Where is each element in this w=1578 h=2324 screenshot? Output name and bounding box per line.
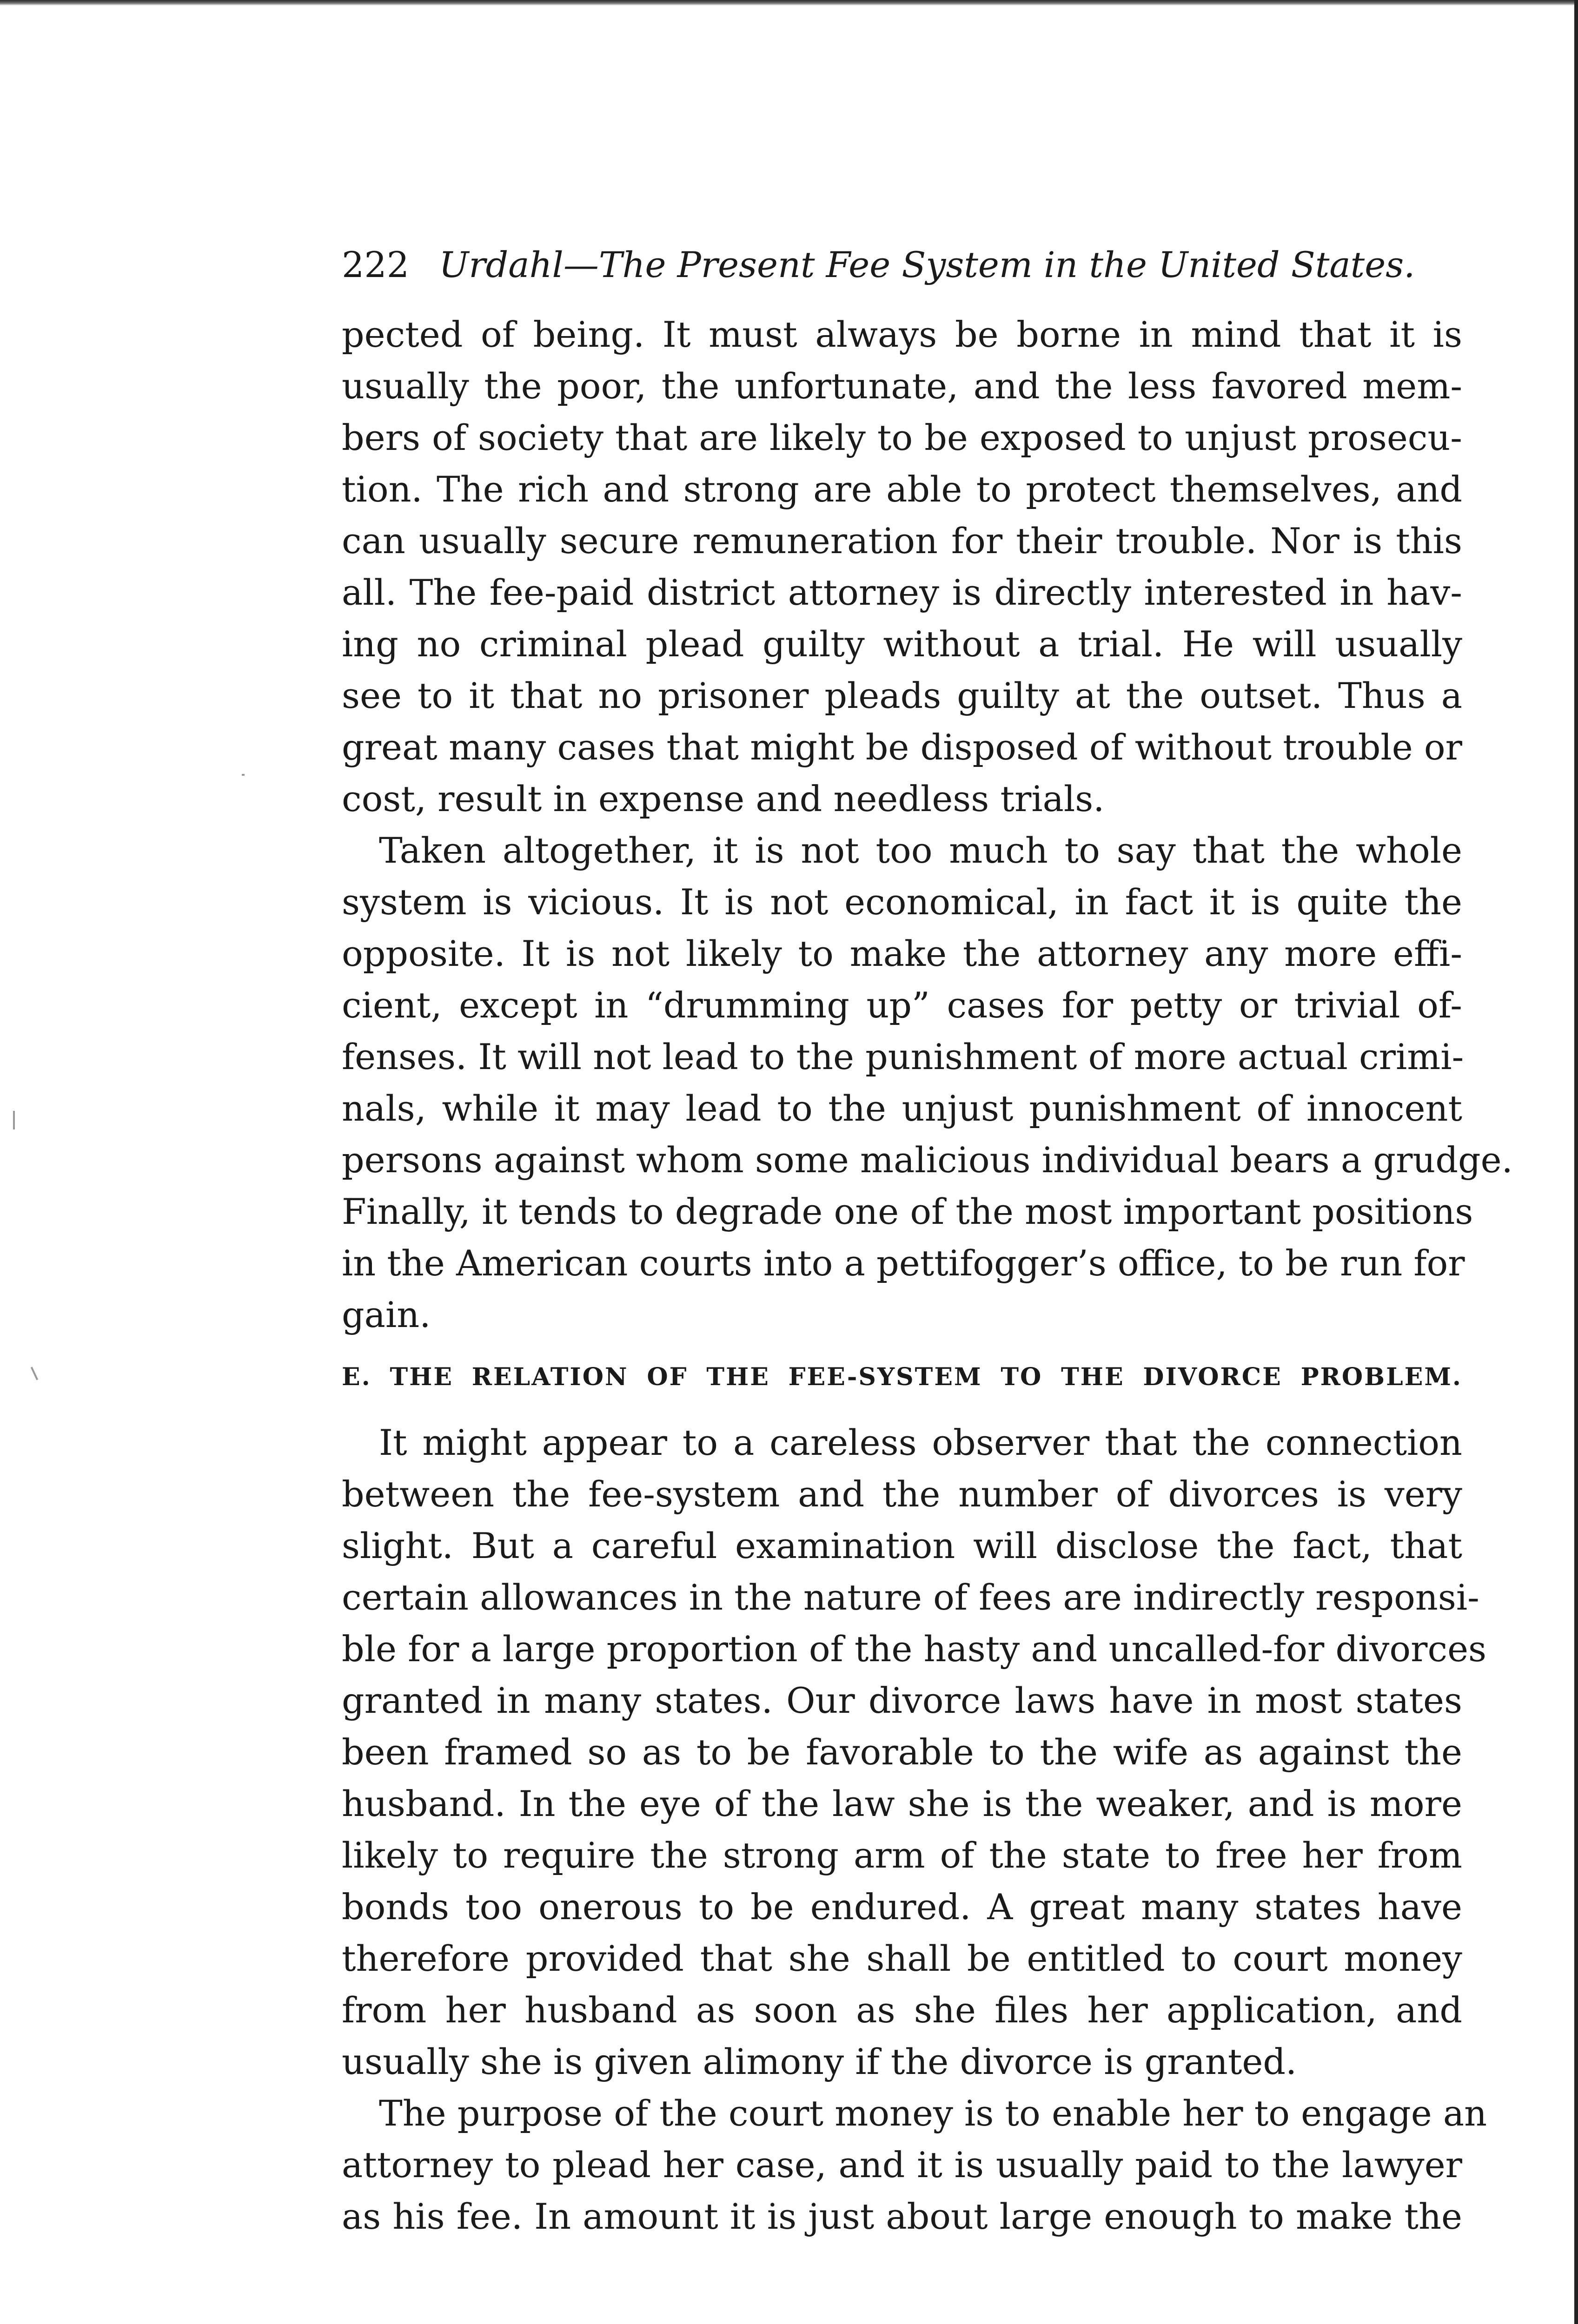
text-line: Taken altogether, it is not too much to say that the whole — [379, 830, 1462, 871]
scan-speck — [31, 1367, 38, 1380]
text-line: can usually secure remuneration for their trouble. Nor is this — [342, 520, 1462, 561]
scan-edge-top — [0, 0, 1578, 6]
text-line: likely to require the strong arm of the state to free her from — [342, 1835, 1462, 1876]
text-block — [342, 242, 1513, 2242]
text-line: nals, while it may lead to the unjust punishment of innocent — [342, 1088, 1462, 1129]
text-line: It might appear to a careless observer that the connection — [379, 1422, 1462, 1463]
text-line: Finally, it tends to degrade one of the most important positions — [342, 1191, 1473, 1232]
text-line: tion. The rich and strong are able to protect themselves, and — [342, 469, 1462, 510]
text-line: ble for a large proportion of the hasty and uncalled-for divorces — [342, 1628, 1487, 1670]
text-line: fenses. It will not lead to the punishment of more actual crimi- — [342, 1036, 1464, 1077]
running-head — [342, 242, 1462, 288]
text-line: all. The fee-paid district attorney is directly interested in hav- — [342, 572, 1462, 613]
text-line: slight. But a careful examination will disclose the fact, that — [342, 1525, 1462, 1566]
paragraph-3 — [342, 1417, 1487, 2087]
paragraph-4 — [342, 2087, 1487, 2242]
text-line: bonds too onerous to be endured. A great many states have — [342, 1886, 1462, 1928]
paragraph-2 — [342, 825, 1513, 1340]
scan-speck — [242, 774, 245, 776]
text-line: cient, except in “drumming up” cases for petty or trivial of- — [342, 984, 1462, 1026]
text-line: pected of being. It must always be borne in mind that it is — [342, 314, 1462, 355]
text-line: therefore provided that she shall be entitled to court money — [342, 1938, 1462, 1979]
text-line: certain allowances in the nature of fees are indirectly responsi- — [342, 1577, 1479, 1618]
text-line: cost, result in expense and needless trials. — [342, 778, 1105, 819]
paragraph-1 — [342, 309, 1462, 825]
page-number: 222 — [342, 244, 410, 285]
scan-speck — [13, 1111, 15, 1129]
text-line: in the American courts into a pettifogger’s office, to be run for — [342, 1242, 1465, 1284]
section-heading: E. THE RELATION OF THE FEE-SYSTEM TO THE DIVORCE PROBLEM. — [342, 1363, 1462, 1391]
text-line: from her husband as soon as she files her application, and — [342, 1989, 1462, 2031]
running-head-title: Urdahl—The Present Fee System in the United States. — [439, 244, 1415, 285]
text-line: opposite. It is not likely to make the attorney any more effi- — [342, 933, 1462, 974]
text-line: persons against whom some malicious individual bears a grudge. — [342, 1139, 1513, 1181]
text-line: usually the poor, the unfortunate, and the less favored mem- — [342, 365, 1462, 407]
text-line: great many cases that might be disposed of without trouble or — [342, 726, 1462, 768]
text-line: husband. In the eye of the law she is the weaker, and is more — [342, 1783, 1462, 1824]
text-line: gain. — [342, 1294, 431, 1335]
text-line: as his fee. In amount it is just about large enough to make the — [342, 2196, 1462, 2237]
text-line: see to it that no prisoner pleads guilty at the outset. Thus a — [342, 675, 1462, 716]
text-line: attorney to plead her case, and it is usually paid to the lawyer — [342, 2144, 1462, 2185]
text-line: The purpose of the court money is to enable her to engage an — [379, 2093, 1487, 2134]
text-line: been framed so as to be favorable to the wife as against the — [342, 1731, 1462, 1773]
text-line: bers of society that are likely to be exposed to unjust prosecu- — [342, 417, 1462, 458]
text-line: between the fee-system and the number of divorces is very — [342, 1473, 1462, 1515]
text-line: usually she is given alimony if the divorce is granted. — [342, 2041, 1297, 2082]
text-line: ing no criminal plead guilty without a trial. He will usually — [342, 623, 1462, 665]
text-line: granted in many states. Our divorce laws have in most states — [342, 1680, 1462, 1721]
text-line: system is vicious. It is not economical, in fact it is quite the — [342, 881, 1462, 923]
scan-edge-right — [1574, 0, 1578, 2324]
